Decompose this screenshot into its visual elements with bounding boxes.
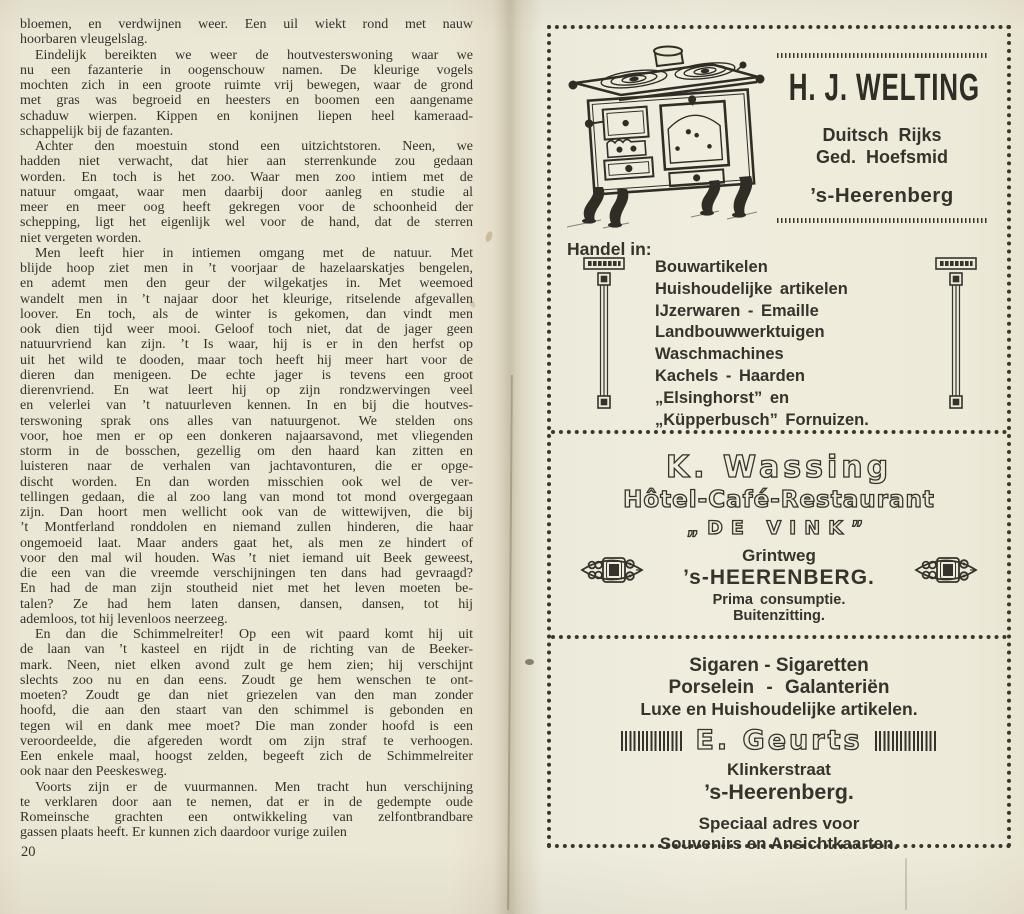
wassing-name: „DE VINK” (686, 517, 872, 539)
paper-speck (484, 230, 493, 242)
wassing-type: Hôtel-Café-Restaurant (623, 487, 935, 513)
text-line: ademloos, tot hij levenloos neerzeeg. (20, 611, 228, 627)
text-line: luisteren naar de verhalen van jachtavonturen, die er opge- (20, 459, 473, 475)
welting-text-column (771, 53, 993, 223)
geurts-line2: Porselein - Galanteriën (668, 677, 890, 698)
tick-rule-bottom (777, 218, 987, 223)
ad-geurts (551, 639, 1007, 854)
text-line: wandelt men in ’t najaar door het kleurige, ritselende afgevallen (20, 291, 473, 307)
page-number: 20 (21, 844, 36, 860)
stove-illustration (559, 37, 767, 229)
geurts-line5: Souvenirs en Ansichtkaarten. (659, 834, 899, 853)
text-line: tellingen gedaan, die al zoo lang van mond tot mond overgegaan (20, 489, 473, 505)
ad-wassing (551, 434, 1007, 635)
text-line: niet vergeten worden. (20, 230, 142, 246)
text-line: uit het wild te dooden, maar toch heeft hij meer hart voor de (20, 352, 473, 368)
text-line: worden. En toch is het zoo. Waar men zoo intiem met de (20, 169, 473, 185)
text-line: Eindelijk bereikten we weer de houtvesterswoning waar we (35, 47, 473, 63)
wassing-owner: K. Wassing (665, 450, 893, 485)
eye-ornament-left (579, 550, 645, 590)
text-line: En had de man zijn stoutheid niet met het leven moeten be- (20, 581, 473, 597)
text-line: ’t Montferland ronddolen en niemand zullen hinderen, die haar (20, 520, 473, 536)
text-line: blijde hoop ziet men in ’t voorjaar de hazelaarskatjes bengelen, (20, 261, 473, 276)
text-line: hoofd, die aan den staart van den schimmel is gebonden en (20, 703, 473, 719)
welting-subtitle-1: Duitsch Rijks (822, 125, 942, 145)
welting-city: ’s-Heerenberg (810, 184, 954, 207)
geurts-line3: Luxe en Huishoudelijke artikelen. (640, 699, 918, 719)
page-edge-line (905, 858, 907, 910)
welting-item: Waschmachines (655, 345, 784, 364)
text-line: dierenvriend. En wat leert hij op zijn rondzwervingen veel (20, 383, 473, 398)
paper-speck (525, 659, 534, 665)
text-line: ook dien tijd weer mooi. Geloof toch niet, dat de jager geen (20, 322, 473, 337)
geurts-city: ’s-Heerenberg. (704, 780, 854, 804)
text-line: discht worden. En dan worden misschien ook wel de ver- (20, 474, 473, 490)
text-line: Een enkele maal, hoogst zelden, begeeft zich de Schimmelreiter (20, 749, 473, 764)
text-line: en ademt men den geur der wilgekatjes in. Met weemoed (20, 276, 473, 292)
welting-items-list (655, 257, 933, 431)
text-line: storm in de bosschen, gezellig om den haard kan zitten en (20, 444, 473, 459)
welting-item: Landbouwwerktuigen (655, 323, 825, 342)
geurts-street: Klinkerstraat (727, 760, 831, 779)
wassing-street: Grintweg (742, 546, 816, 565)
gutter-crease-line (507, 375, 512, 910)
handel-in-label: Handel in: (567, 239, 652, 259)
wassing-city: ’s-HEERENBERG. (683, 566, 875, 589)
text-line: Men leeft hier in intiemen omgang met de natuur. Met (35, 245, 473, 261)
text-line: hadden niet verwacht, dat hier aan sterrenkunde zou gedaan (20, 154, 473, 170)
body-text (20, 17, 473, 841)
text-line: slechts zoo nu en dan eens. Zoudt ge hem wenschen te ont- (20, 672, 473, 688)
text-line: Achter den moestuin stond een uitzichtstoren. Neen, we (35, 139, 473, 154)
text-line: nu een fazanterie in oogenschouw namen. De kleurige vogels (20, 62, 473, 78)
text-line: terswoning sprak ons alles van natuurgenot. We stelden ons (20, 413, 473, 429)
welting-subtitle-2: Ged. Hoefsmid (815, 147, 949, 167)
tick-rule-top (777, 53, 987, 58)
text-line: hoorbaren vleugelslag. (20, 32, 148, 48)
welting-item: Kachels - Haarden (655, 366, 805, 385)
text-line: moeten? Zoudt ge dan niet griezelen van den man zonder (20, 688, 473, 703)
text-line: Voorts zijn er de vuurmannen. Men tracht hun verschijning (35, 779, 473, 795)
welting-company-name: H. J. WELTING (788, 66, 981, 109)
wassing-line2: Buitenzitting. (733, 608, 825, 624)
column-ornament-left (583, 257, 625, 421)
text-line: en velerlei van ’t natuurleven kennen. In en bij die houtves- (20, 398, 473, 414)
ad-welting (551, 29, 1007, 430)
text-line: talen? Ze had hem laten dansen, dansen, dansen, tot hij (20, 596, 473, 612)
text-line: veroordeelde, die afgereden wordt om zijn straf te verhoogen. (20, 733, 473, 749)
geurts-line1: Sigaren - Sigaretten (689, 655, 869, 676)
text-line: meer en meer oog heeft gekregen voor de schoonheid der (20, 200, 473, 215)
column-ornament-right (935, 257, 977, 421)
text-line: natuurvriend kan zijn. ’t Is waar, hij is er in den herfst op (20, 337, 473, 353)
text-line: bloemen, en verdwijnen weer. Een uil wiekt rond met nauw (20, 17, 473, 32)
text-line: dieren dan menigeen. De echte jager is tevens een groot (20, 367, 473, 383)
geurts-name-row (551, 725, 1007, 756)
advertisement-box (547, 25, 1011, 853)
hatch-bar-left (621, 731, 683, 751)
welting-item: IJzerwaren - Emaille (655, 301, 819, 320)
text-line: voor den mal wil houden. Was ’t niet iemand uit Beek geweest, (20, 550, 473, 566)
text-line: de laan van ’t kasteel en rijdt in de richting van de Beeker- (20, 642, 473, 658)
welting-item: Bouwartikelen (655, 258, 768, 276)
eye-ornament-right (913, 550, 979, 590)
welting-item: „Elsinghorst” en (655, 388, 790, 407)
geurts-owner: E. Geurts (695, 725, 863, 756)
text-line: voor, hoe men er op een donkeren najaarsavond, met vliegenden (20, 428, 473, 444)
text-line: ook naar den Peeskesweg. (20, 764, 167, 780)
text-line: gassen plaats heeft. Er kunnen zich daardoor vurige zuilen (20, 825, 347, 841)
welting-item: Huishoudelijke artikelen (655, 279, 848, 298)
text-line: En dan die Schimmelreiter! Op een wit paard komt hij uit (35, 627, 473, 642)
text-line: Romeinsche grachten een ontwikkeling van zelfontbrandbare (20, 810, 473, 825)
text-line: met gras was begroeid en heesters en boomen een aangename (20, 93, 473, 109)
text-line: te verklaren door aan te nemen, dat er in de gedempte oude (20, 794, 473, 810)
text-line: schaduw wierpen. Kippen en konijnen liepen heel kameraad- (20, 108, 473, 124)
text-line: mochten zich in een groote ruimte vrij bewegen, waar de grond (20, 78, 473, 93)
text-line: tegen wil en dank mee moet? Die man zonder hoofd is een (20, 718, 473, 734)
text-line: mark. Neen, niet elken avond zult ge hem zien; hij verschijnt (20, 657, 473, 673)
wassing-line1: Prima consumptie. (712, 592, 846, 608)
hatch-bar-right (875, 731, 937, 751)
text-line: die een van die vreemde verschijningen ten dans had gevraagd? (20, 566, 473, 581)
text-line: natuur omgaat, waar men daarbij door aanleg en studie al (20, 184, 473, 200)
geurts-line4: Speciaal adres voor (698, 814, 860, 833)
welting-item: „Küpperbusch” Fornuizen. (655, 410, 869, 429)
text-line: loover. En toch, als de winter is gekomen, dan vindt men (20, 306, 473, 322)
text-line: zijn. Dan hoort men wellicht ook van de wittewijven, die bij (20, 505, 473, 520)
text-line: ongemoeid laat. Maar anders gaat het, als men ze hindert of (20, 535, 473, 551)
text-line: schappelijk bij de fazanten. (20, 123, 174, 139)
text-line: schepping, ligt het eigenlijk wel voor de hand, dat de sterren (20, 215, 473, 231)
